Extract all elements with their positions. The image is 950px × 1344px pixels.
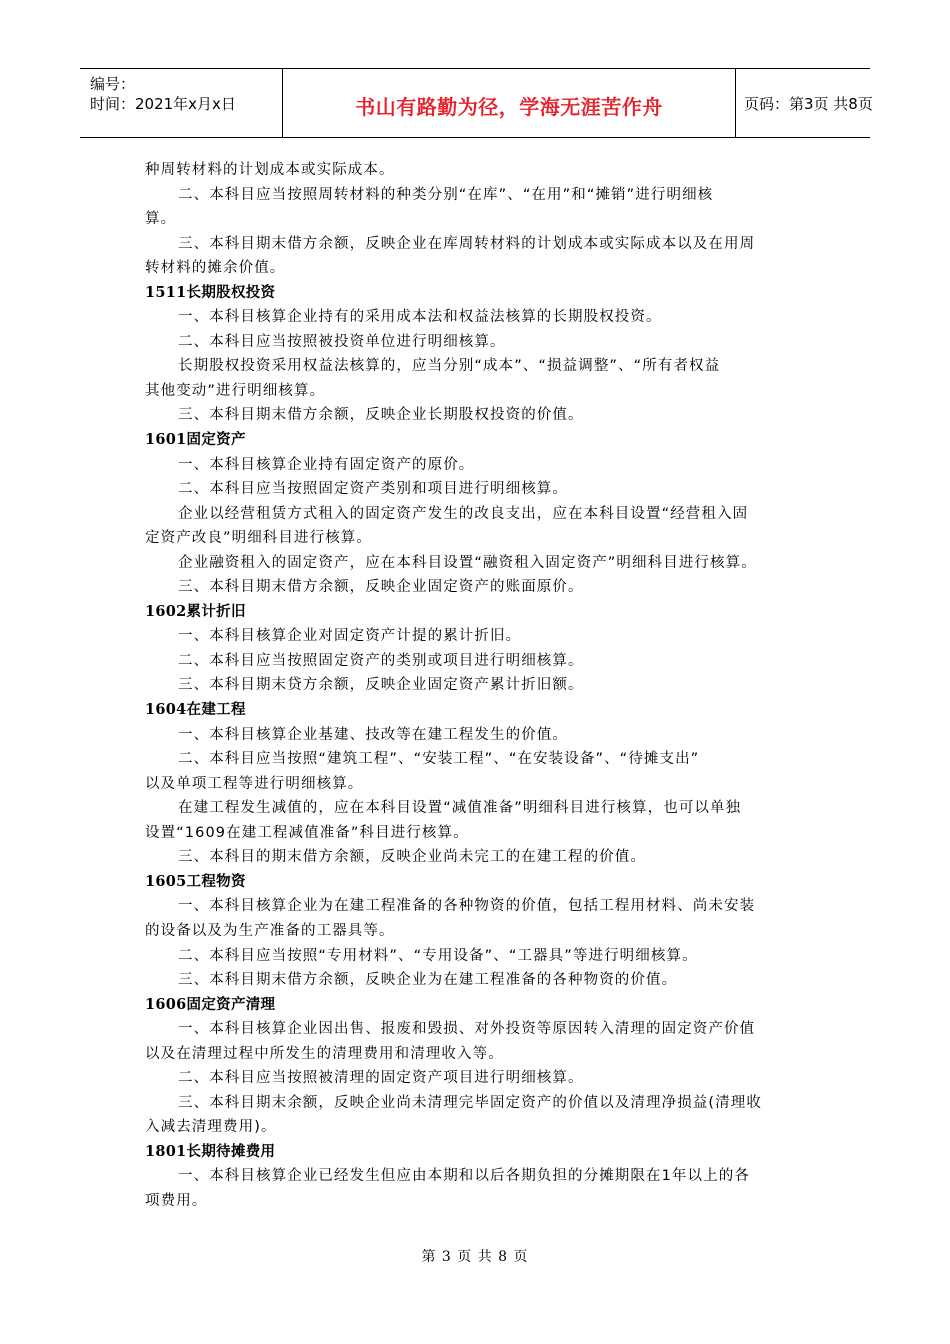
paragraph-line: 一、本科目核算企业为在建工程准备的各种物资的价值，包括工程用材料、尚未安装 (178, 898, 756, 915)
paragraph-line: 一、本科目核算企业持有固定资产的原价。 (178, 456, 475, 473)
header-motto: 书山有路勤为径，学海无涯苦作舟 (355, 95, 663, 119)
paragraph-line: 一、本科目核算企业基建、技改等在建工程发生的价值。 (178, 726, 568, 743)
section-heading: 1602累计折旧 (145, 602, 246, 620)
paragraph-line: 三、本科目的期末借方余额，反映企业尚未完工的在建工程的价值。 (178, 849, 646, 866)
page-header (80, 68, 873, 138)
document-number-label: 编号： (90, 75, 136, 93)
section-heading: 1801长期待摊费用 (145, 1142, 276, 1160)
page-footer: 第 3 页 共 8 页 (421, 1249, 529, 1265)
header-info-cell (80, 69, 283, 137)
paragraph-line: 二、本科目应当按照周转材料的种类分别“在库”、“在用”和“摊销”进行明细核 (178, 186, 714, 203)
paragraph-line: 三、本科目期末贷方余额，反映企业固定资产累计折旧额。 (178, 677, 584, 694)
paragraph-line: 企业以经营租赁方式租入的固定资产发生的改良支出，应在本科目设置“经营租入固 (178, 505, 749, 522)
header-page-number: 页码：第3页 共8页 (744, 95, 873, 113)
paragraph-line: 一、本科目核算企业因出售、报废和毁损、对外投资等原因转入清理的固定资产价值 (178, 1021, 756, 1038)
document-time-label: 时间：2021年x月x日 (90, 95, 236, 113)
document-body (145, 158, 805, 1214)
section-heading: 1511长期股权投资 (145, 283, 276, 301)
paragraph-line: 在建工程发生减值的，应在本科目设置“减值准备”明细科目进行核算，也可以单独 (178, 800, 742, 817)
paragraph-line: 二、本科目应当按照“专用材料”、“专用设备”、“工器具”等进行明细核算。 (178, 947, 698, 964)
paragraph-line: 企业融资租入的固定资产，应在本科目设置“融资租入固定资产”明细科目进行核算。 (178, 554, 757, 571)
paragraph-line: 三、本科目期末借方余额，反映企业为在建工程准备的各种物资的价值。 (178, 972, 678, 989)
paragraph-line: 一、本科目核算企业已经发生但应由本期和以后各期负担的分摊期限在1年以上的各 (178, 1168, 750, 1185)
paragraph-line: 种周转材料的计划成本或实际成本。 (145, 162, 395, 178)
paragraph-line: 三、本科目期末借方余额，反映企业长期股权投资的价值。 (178, 407, 584, 424)
paragraph-line: 定资产改良”明细科目进行核算。 (145, 530, 373, 547)
paragraph-line: 三、本科目期末借方余额，反映企业在库周转材料的计划成本或实际成本以及在用周 (178, 235, 756, 252)
paragraph-line: 三、本科目期末余额，反映企业尚未清理完毕固定资产的价值以及清理净损益(清理收 (178, 1094, 762, 1111)
header-page-cell (736, 69, 873, 137)
paragraph-line: 转材料的摊余价值。 (145, 260, 286, 277)
paragraph-line: 算。 (145, 211, 177, 228)
section-heading: 1606固定资产清理 (145, 995, 276, 1013)
paragraph-line: 二、本科目应当按照被清理的固定资产项目进行明细核算。 (178, 1070, 584, 1087)
paragraph-line: 长期股权投资采用权益法核算的，应当分别“成本”、“损益调整”、“所有者权益 (178, 358, 721, 375)
paragraph-line: 的设备以及为生产准备的工器具等。 (145, 922, 395, 939)
header-motto-cell (283, 69, 736, 137)
paragraph-line: 其他变动”进行明细核算。 (145, 382, 326, 399)
paragraph-line: 三、本科目期末借方余额，反映企业固定资产的账面原价。 (178, 579, 584, 596)
paragraph-line: 二、本科目应当按照固定资产类别和项目进行明细核算。 (178, 481, 568, 498)
paragraph-line: 一、本科目核算企业持有的采用成本法和权益法核算的长期股权投资。 (178, 309, 662, 326)
section-heading: 1604在建工程 (145, 701, 246, 719)
paragraph-line: 二、本科目应当按照固定资产的类别或项目进行明细核算。 (178, 652, 584, 669)
paragraph-line: 设置“1609在建工程减值准备”科目进行核算。 (145, 824, 469, 841)
section-heading: 1601固定资产 (145, 431, 246, 449)
paragraph-line: 二、本科目应当按照被投资单位进行明细核算。 (178, 333, 506, 350)
paragraph-line: 一、本科目核算企业对固定资产计提的累计折旧。 (178, 628, 522, 645)
paragraph-line: 二、本科目应当按照“建筑工程”、“安装工程”、“在安装设备”、“待摊支出” (178, 751, 700, 768)
paragraph-line: 以及在清理过程中所发生的清理费用和清理收入等。 (145, 1045, 504, 1062)
section-heading: 1605工程物资 (145, 872, 246, 890)
paragraph-line: 项费用。 (145, 1192, 208, 1209)
paragraph-line: 以及单项工程等进行明细核算。 (145, 775, 364, 792)
paragraph-line: 入减去清理费用)。 (145, 1119, 277, 1136)
